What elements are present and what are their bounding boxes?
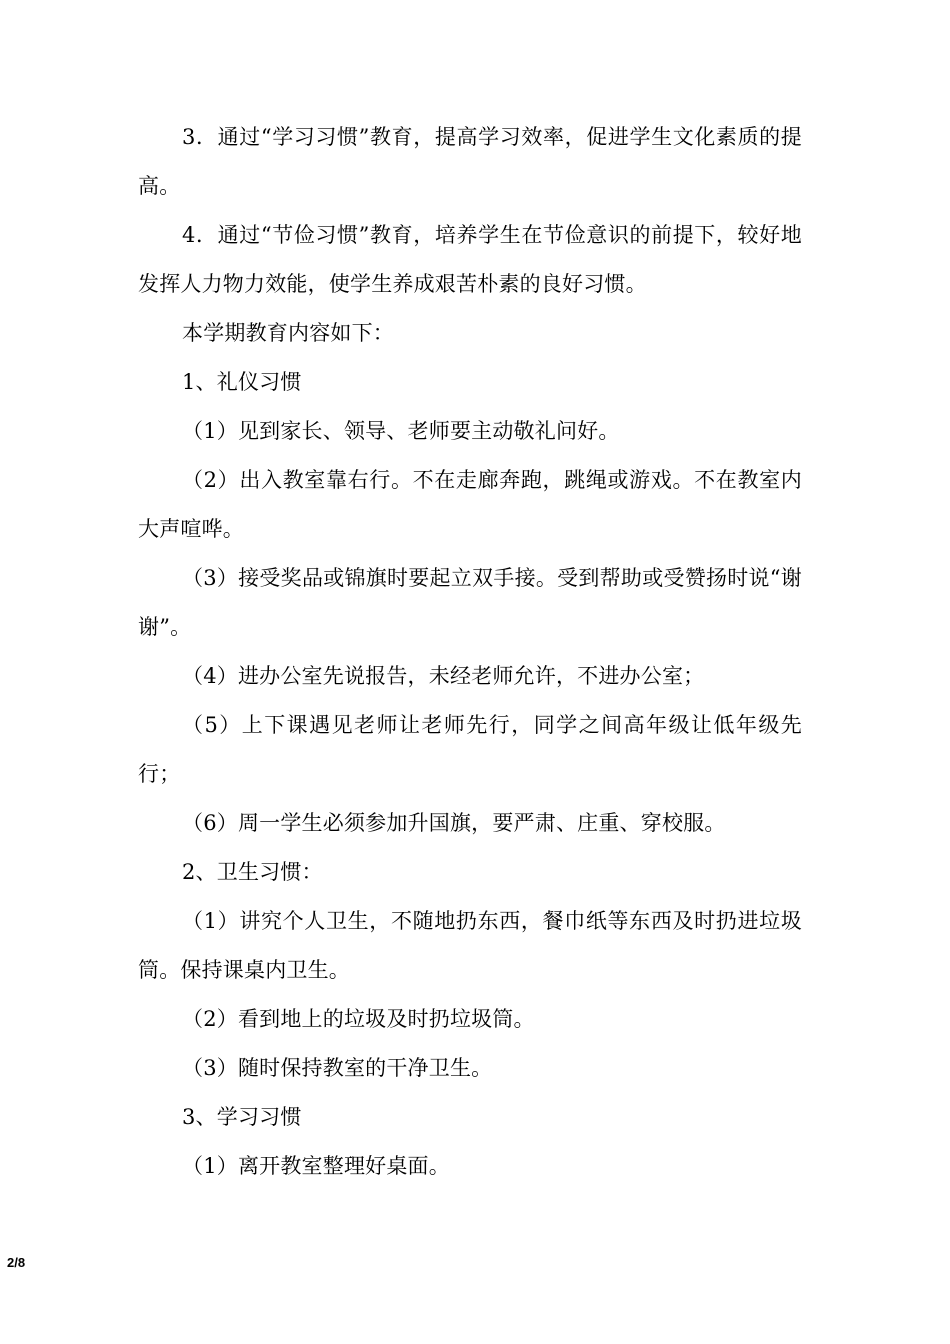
list-item-hygiene-1: （1）讲究个人卫生，不随地扔东西，餐巾纸等东西及时扔进垃圾筒。保持课桌内卫生。	[138, 909, 802, 982]
page-number: 2/8	[7, 1255, 26, 1270]
list-item-study-1: （1）离开教室整理好桌面。	[182, 1154, 450, 1178]
paragraph-goal-4: 4．通过“节俭习惯”教育，培养学生在节俭意识的前提下，较好地发挥人力物力效能，使学生养成艰苦朴素的良好习惯。	[138, 223, 802, 296]
paragraph-semester-intro: 本学期教育内容如下：	[182, 321, 394, 345]
list-item-hygiene-2: （2）看到地上的垃圾及时扔垃圾筒。	[182, 1007, 535, 1031]
section-heading-hygiene: 2、卫生习惯：	[182, 860, 323, 884]
list-item-etiquette-3: （3）接受奖品或锦旗时要起立双手接。受到帮助或受赞扬时说“谢谢”。	[138, 566, 802, 639]
list-item-etiquette-4: （4）进办公室先说报告，未经老师允许，不进办公室；	[182, 664, 705, 688]
section-heading-study: 3、学习习惯	[182, 1105, 302, 1129]
section-heading-etiquette: 1、礼仪习惯	[182, 370, 302, 394]
list-item-etiquette-5: （5）上下课遇见老师让老师先行，同学之间高年级让低年级先行；	[138, 713, 802, 786]
paragraph-goal-3: 3．通过“学习习惯”教育，提高学习效率，促进学生文化素质的提高。	[138, 125, 802, 198]
list-item-hygiene-3: （3）随时保持教室的干净卫生。	[182, 1056, 493, 1080]
document-body	[138, 113, 802, 1191]
list-item-etiquette-2: （2）出入教室靠右行。不在走廊奔跑，跳绳或游戏。不在教室内大声喧哗。	[138, 468, 802, 541]
list-item-etiquette-1: （1）见到家长、领导、老师要主动敬礼问好。	[182, 419, 620, 443]
list-item-etiquette-6: （6）周一学生必须参加升国旗，要严肃、庄重、穿校服。	[182, 811, 726, 835]
